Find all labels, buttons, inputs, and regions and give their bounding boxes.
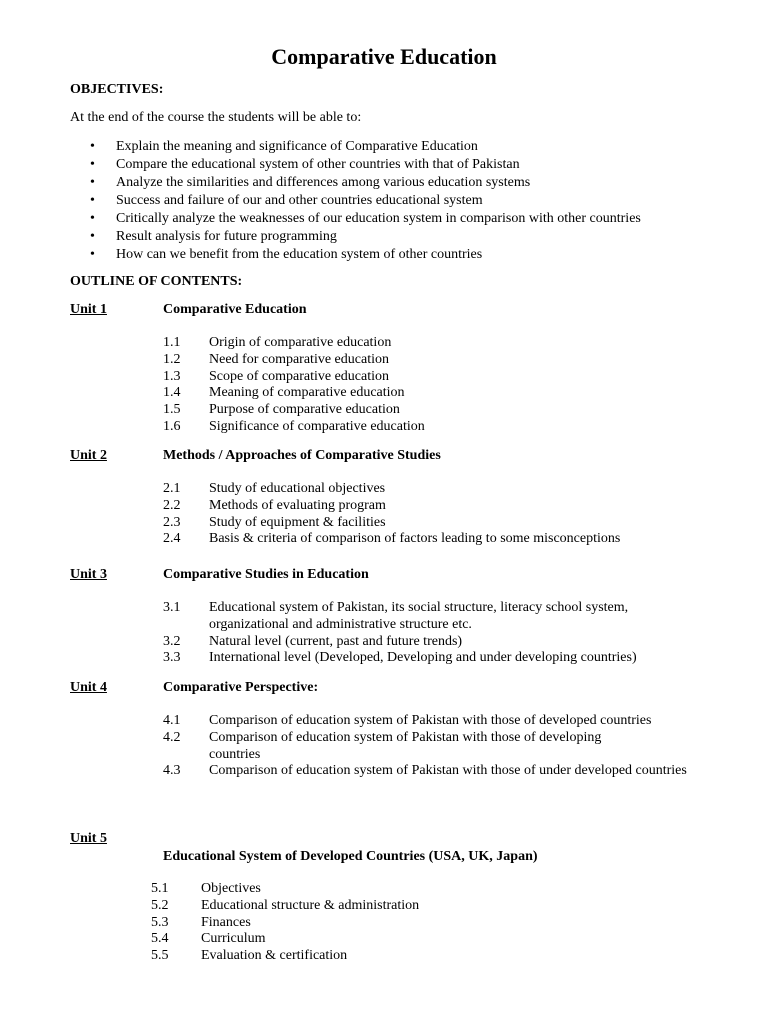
unit-title: Educational System of Developed Countries (USA, UK, Japan) <box>163 849 538 864</box>
list-item: 2.3 Study of equipment & facilities <box>163 514 386 530</box>
unit-4 <box>70 679 730 780</box>
objective-item: • Explain the meaning and significance of Comparative Education <box>90 139 478 154</box>
list-item: 5.5 Evaluation & certification <box>151 948 348 964</box>
unit-1 <box>70 301 730 436</box>
bullet-icon: • <box>90 229 95 244</box>
objectives-list <box>70 138 641 264</box>
objective-item: • Success and failure of our and other countries educational system <box>90 193 483 208</box>
unit-label: Unit 2 <box>70 448 107 463</box>
list-item: 1.5 Purpose of comparative education <box>163 402 400 418</box>
bullet-icon: • <box>90 211 95 226</box>
unit-title: Comparative Perspective: <box>163 680 319 695</box>
list-item: 3.1 Educational system of Pakistan, its social structure, literacy school system, organizational and administrative structure etc. <box>163 600 629 632</box>
unit-label: Unit 3 <box>70 567 107 582</box>
list-item: 1.6 Significance of comparative education <box>163 418 425 434</box>
list-item: 5.1 Objectives <box>151 881 261 896</box>
unit-label: Unit 4 <box>70 680 107 695</box>
objectives-heading: OBJECTIVES: <box>70 82 164 97</box>
list-item: 4.3 Comparison of education system of Pakistan with those of under developed countries <box>163 763 687 779</box>
list-item: 3.3 International level (Developed, Developing and under developing countries) <box>163 650 637 666</box>
list-item: 1.3 Scope of comparative education <box>163 368 389 384</box>
list-item: 1.4 Meaning of comparative education <box>163 385 405 401</box>
unit-title: Comparative Studies in Education <box>163 567 369 582</box>
objective-item: • How can we benefit from the education system of other countries <box>90 247 483 262</box>
intro-text: At the end of the course the students will be able to: <box>70 110 362 125</box>
list-item: 2.1 Study of educational objectives <box>163 481 386 496</box>
unit-5 <box>70 830 730 965</box>
list-item: 5.4 Curriculum <box>151 931 266 947</box>
list-item: 2.4 Basis & criteria of comparison of factors leading to some misconceptions <box>163 531 621 547</box>
objective-item: • Analyze the similarities and differences among various education systems <box>90 175 531 190</box>
bullet-icon: • <box>90 247 95 262</box>
outline-heading: OUTLINE OF CONTENTS: <box>70 274 243 289</box>
objective-item: • Critically analyze the weaknesses of our education system in comparison with other countries <box>90 211 641 226</box>
unit-title: Comparative Education <box>163 302 307 317</box>
list-item: 1.2 Need for comparative education <box>163 351 389 367</box>
unit-label: Unit 5 <box>70 831 107 846</box>
unit-label: Unit 1 <box>70 302 107 317</box>
list-item: 4.1 Comparison of education system of Pakistan with those of developed countries <box>163 713 652 728</box>
list-item: 3.2 Natural level (current, past and future trends) <box>163 633 463 649</box>
page-title: Comparative Education <box>271 44 497 69</box>
list-item: 5.2 Educational structure & administration <box>151 897 420 913</box>
list-item: 1.1 Origin of comparative education <box>163 335 392 350</box>
unit-title: Methods / Approaches of Comparative Studies <box>163 448 441 463</box>
bullet-icon: • <box>90 157 95 172</box>
bullet-icon: • <box>90 175 95 190</box>
list-item: 5.3 Finances <box>151 914 251 930</box>
objective-item: • Compare the educational system of other countries with that of Pakistan <box>90 157 520 172</box>
unit-3 <box>70 566 730 667</box>
unit-2 <box>70 447 730 548</box>
objective-item: • Result analysis for future programming <box>90 229 337 244</box>
bullet-icon: • <box>90 139 95 154</box>
list-item: 4.2 Comparison of education system of Pakistan with those of developing countries <box>163 729 602 762</box>
bullet-icon: • <box>90 193 95 208</box>
list-item: 2.2 Methods of evaluating program <box>163 497 386 513</box>
